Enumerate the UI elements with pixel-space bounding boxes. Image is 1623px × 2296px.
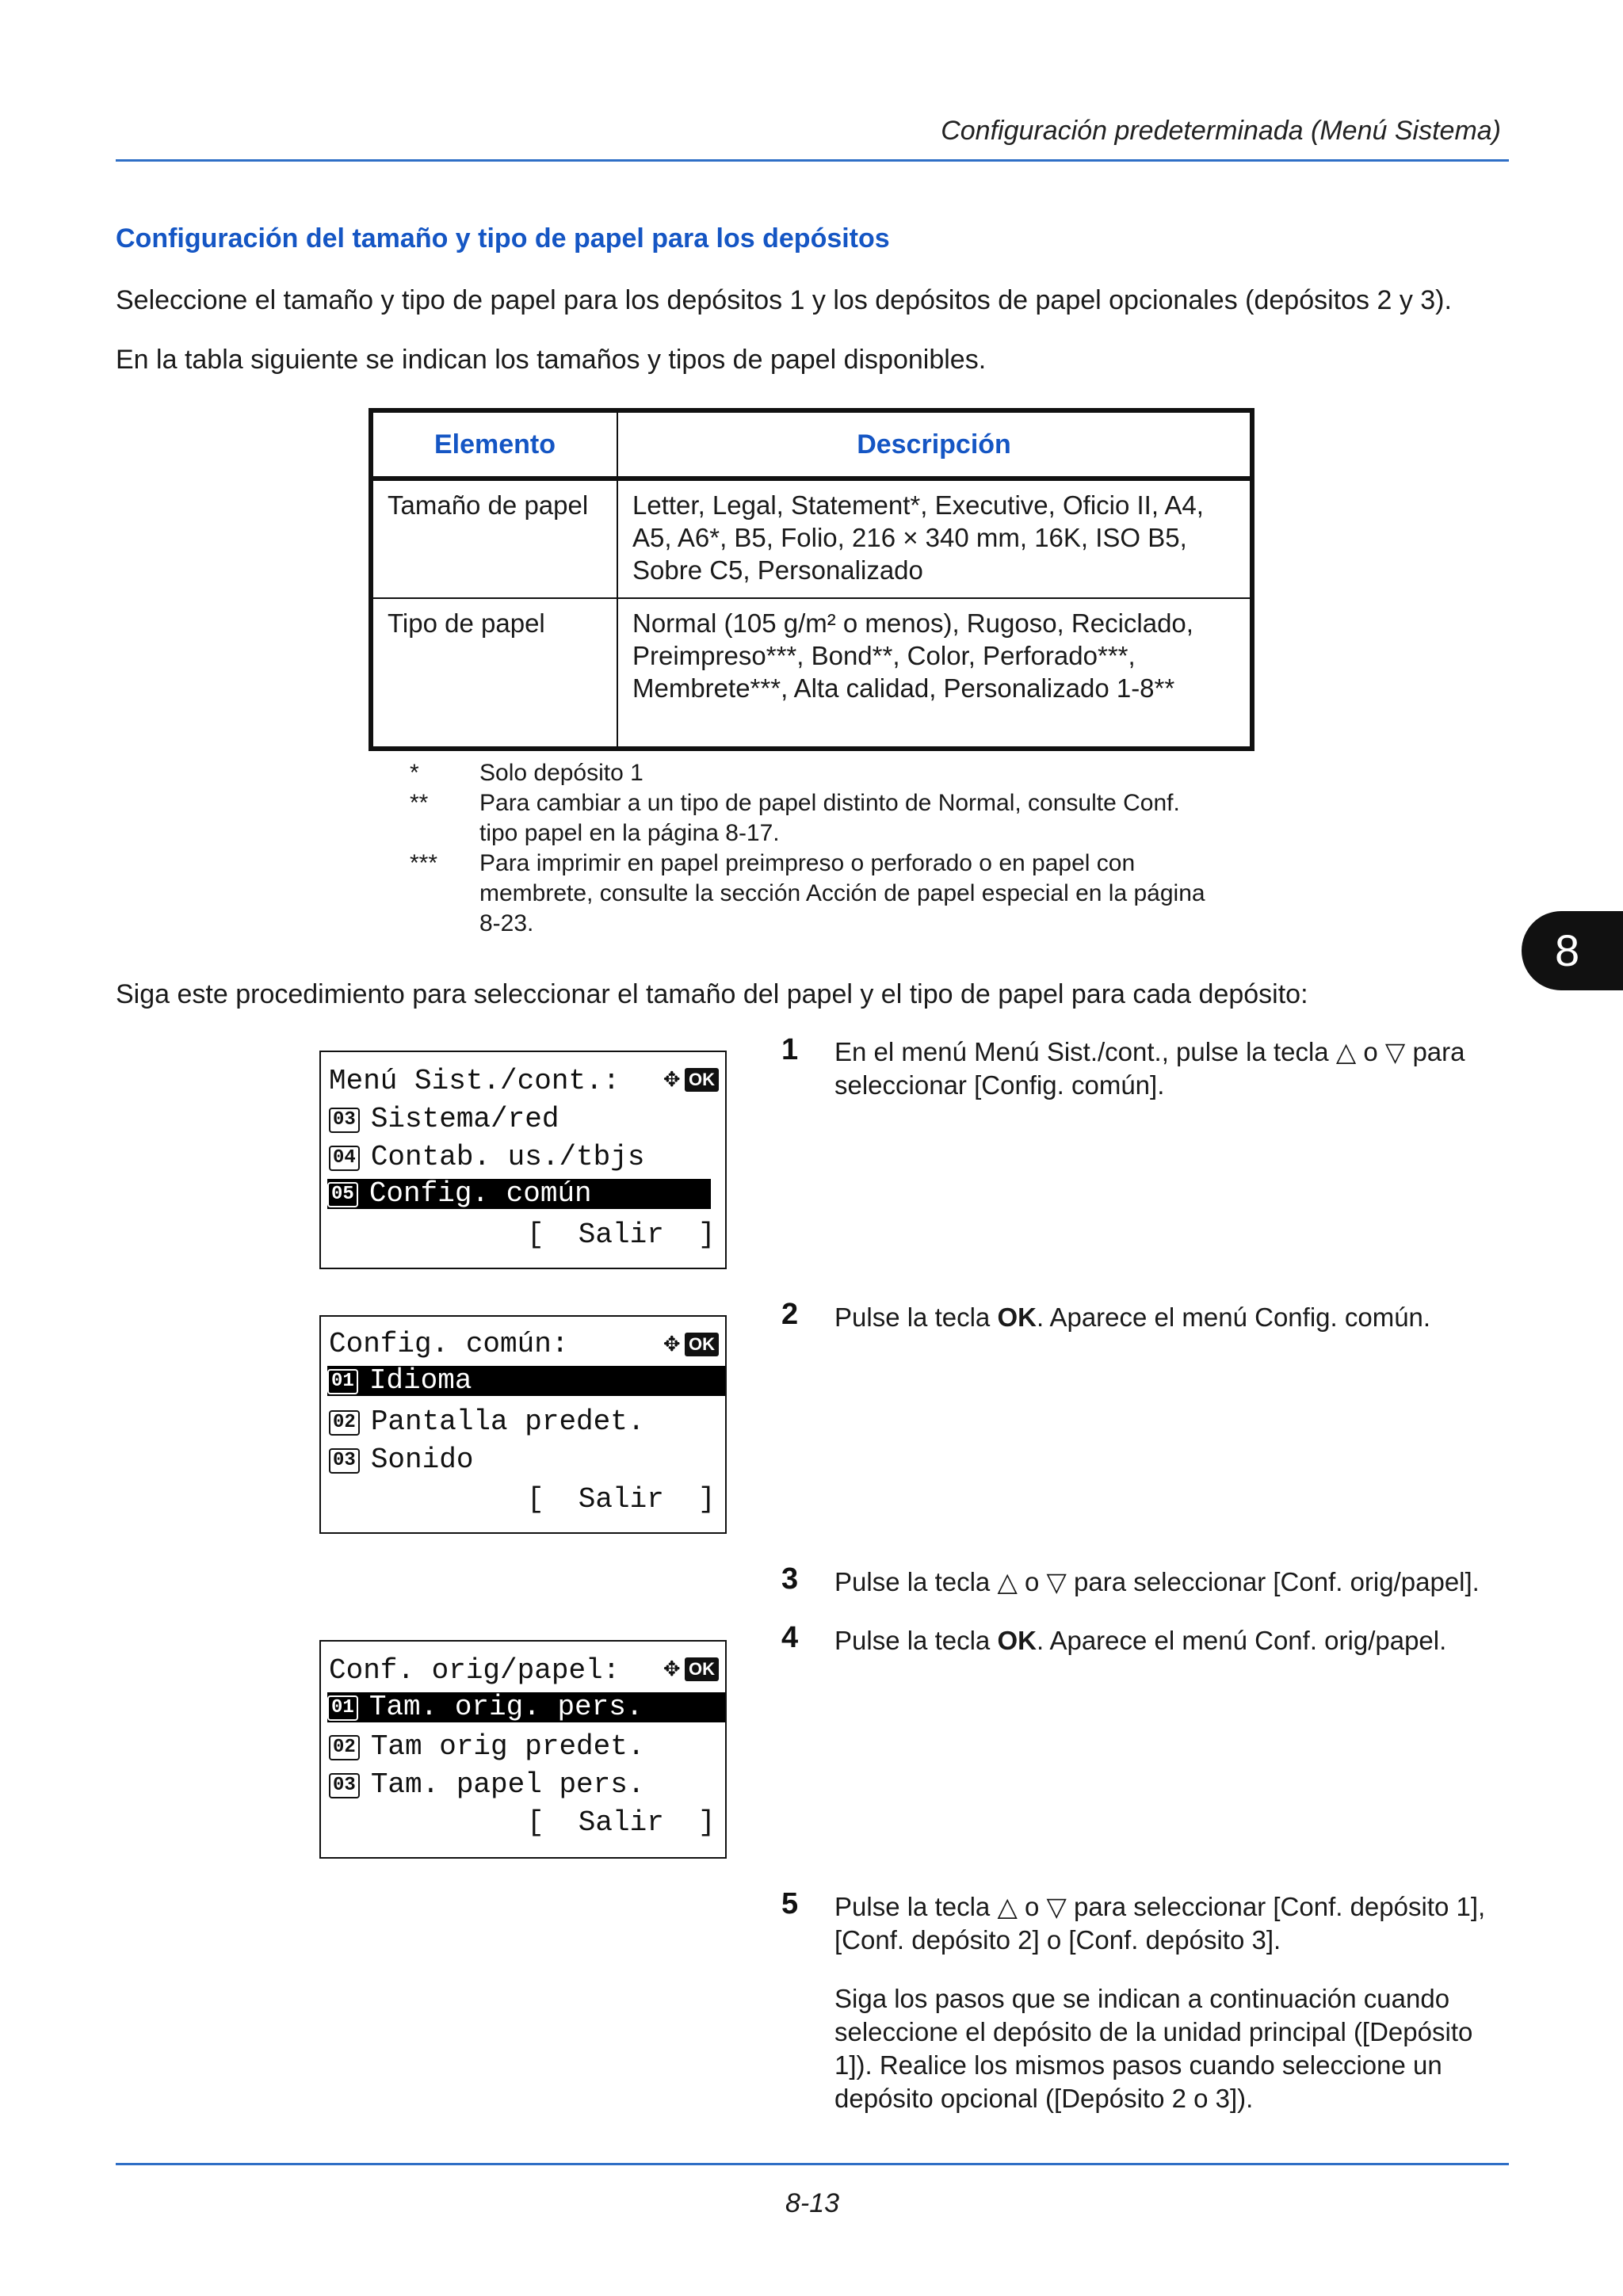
step-text-part: Pulse la tecla △ o ▽ para seleccionar [Conf. orig/papel]. [834, 1567, 1480, 1596]
table-cell: Tipo de papel [371, 598, 617, 749]
step-number: 1 [781, 1033, 799, 1066]
lcd-menu-item [329, 1445, 725, 1475]
lcd-title: Menú Sist./cont.: [329, 1065, 621, 1097]
item-number-icon: 05 [327, 1182, 358, 1207]
step-5-note: Siga los pasos que se indican a continuación cuando seleccione el depósito de la unidad principal ([Depósito 1]). Realice los mismos pasos cuando seleccione un depósito opcional ([Depósito 2 o 3]). [834, 1984, 1473, 2113]
lcd-softkey-exit: [ Salir ] [527, 1806, 716, 1839]
lcd-menu-item [329, 1407, 725, 1437]
item-number-icon: 04 [329, 1146, 360, 1171]
lcd-nav-icons [664, 1331, 719, 1358]
item-number-icon: 02 [329, 1735, 360, 1760]
table-cell: Normal (105 g/m² o menos), Rugoso, Reciclado, Preimpreso***, Bond**, Color, Perforado***, Membrete***, Alta calidad, Personalizado 1-8** [632, 608, 1193, 703]
lcd-menu-item [329, 1104, 725, 1135]
lcd-item-label: Tam. papel pers. [370, 1768, 645, 1801]
step-text-part: Pulse la tecla [834, 1626, 998, 1655]
chapter-tab: 8 [1522, 911, 1623, 990]
lcd-softkey-exit: [ Salir ] [527, 1219, 716, 1251]
item-number-icon: 01 [327, 1695, 358, 1721]
footnote-mark: ** [410, 790, 429, 816]
procedure-intro: Siga este procedimiento para seleccionar el tamaño del papel y el tipo de papel para cada depósito: [116, 979, 1308, 1009]
header-rule [116, 159, 1509, 162]
item-number-icon: 03 [329, 1108, 360, 1133]
ok-key-icon: OK [685, 1068, 719, 1092]
footnote [410, 788, 1224, 849]
paper-spec-table [369, 408, 1254, 751]
four-way-arrows-icon: ✥ [663, 1065, 680, 1095]
step-number: 3 [781, 1562, 799, 1596]
lcd-item-label: Config. común [369, 1177, 592, 1210]
lcd-screen-common-settings [319, 1315, 727, 1534]
step-number: 5 [781, 1887, 799, 1920]
intro-paragraph-2: En la tabla siguiente se indican los tamaños y tipos de papel disponibles. [116, 345, 987, 375]
ok-key-icon: OK [685, 1657, 719, 1681]
four-way-arrows-icon: ✥ [663, 1654, 680, 1684]
step-text-part: . Aparece el menú Conf. orig/papel. [1036, 1626, 1447, 1655]
table-cell: Tamaño de papel [371, 479, 617, 598]
lcd-item-label: Tam orig predet. [370, 1730, 645, 1763]
step-text [834, 1301, 1508, 1334]
step-number: 2 [781, 1298, 799, 1331]
page-number: 8-13 [785, 2188, 840, 2218]
lcd-menu-item-selected [327, 1179, 711, 1209]
lcd-item-label: Sistema/red [370, 1103, 559, 1135]
footnote-text: Para cambiar a un tipo de papel distinto de Normal, consulte Conf. tipo papel en la página 8-17. [479, 790, 1180, 846]
lcd-screen-system-menu [319, 1051, 727, 1269]
lcd-softkey-exit: [ Salir ] [527, 1483, 716, 1516]
step-text-part: Pulse la tecla △ o ▽ para seleccionar [Conf. depósito 1], [Conf. depósito 2] o [Conf. depósito 3]. [834, 1892, 1486, 1955]
footnote [410, 758, 1224, 788]
intro-paragraph-1: Seleccione el tamaño y tipo de papel para los depósitos 1 y los depósitos de papel opcionales (depósitos 2 y 3). [116, 285, 1452, 315]
table-footnotes [410, 758, 1224, 939]
lcd-nav-icons [664, 1066, 719, 1093]
table-row [371, 479, 1252, 598]
lcd-menu-item [329, 1732, 725, 1762]
step-text [834, 1035, 1508, 1102]
step-text [834, 1566, 1532, 1599]
table-header-row [371, 410, 1252, 479]
lcd-menu-item-selected [327, 1692, 725, 1722]
lcd-menu-item-selected [327, 1366, 725, 1396]
lcd-menu-item [329, 1142, 725, 1173]
footnote-mark: * [410, 760, 419, 786]
step-text [834, 1890, 1516, 1957]
step-number: 4 [781, 1621, 799, 1654]
step-text-part: . Aparece el menú Config. común. [1036, 1302, 1431, 1332]
lcd-nav-icons [664, 1656, 719, 1683]
table-header-cell: Elemento [371, 410, 617, 479]
item-number-icon: 03 [329, 1448, 360, 1474]
step-key-name: OK [997, 1302, 1037, 1332]
step-key-name: OK [997, 1626, 1037, 1655]
four-way-arrows-icon: ✥ [663, 1329, 680, 1360]
item-number-icon: 03 [329, 1773, 360, 1798]
item-number-icon: 01 [327, 1369, 358, 1394]
lcd-item-label: Idioma [369, 1364, 472, 1397]
lcd-item-label: Tam. orig. pers. [369, 1691, 643, 1723]
footnote-mark: *** [410, 850, 438, 876]
table-cell: Letter, Legal, Statement*, Executive, Oficio II, A4, A5, A6*, B5, Folio, 216 × 340 mm, 16K, ISO B5, Sobre C5, Personalizado [617, 479, 1252, 598]
lcd-item-label: Contab. us./tbjs [370, 1141, 645, 1173]
item-number-icon: 02 [329, 1410, 360, 1436]
step-text-part: En el menú Menú Sist./cont., pulse la tecla △ o ▽ para seleccionar [Config. común]. [834, 1037, 1465, 1100]
step-text-part: Pulse la tecla [834, 1302, 998, 1332]
table-row [371, 598, 1252, 749]
table-header-cell: Descripción [617, 410, 1252, 479]
lcd-title: Config. común: [329, 1328, 569, 1360]
page-header-title: Configuración predeterminada (Menú Sistema) [941, 116, 1501, 146]
ok-key-icon: OK [685, 1333, 719, 1356]
step-text [834, 1624, 1508, 1657]
footnote-text: Para imprimir en papel preimpreso o perforado o en papel con membrete, consulte la sección Acción de papel especial en la página 8-23. [479, 850, 1205, 936]
lcd-screen-orig-paper [319, 1640, 727, 1859]
footnote [410, 849, 1224, 939]
lcd-title: Conf. orig/papel: [329, 1654, 621, 1687]
lcd-item-label: Pantalla predet. [370, 1405, 645, 1438]
section-title: Configuración del tamaño y tipo de papel para los depósitos [116, 223, 890, 254]
lcd-menu-item [329, 1770, 725, 1800]
footer-rule [116, 2163, 1509, 2165]
footnote-text: Solo depósito 1 [479, 760, 643, 786]
lcd-item-label: Sonido [370, 1444, 474, 1476]
